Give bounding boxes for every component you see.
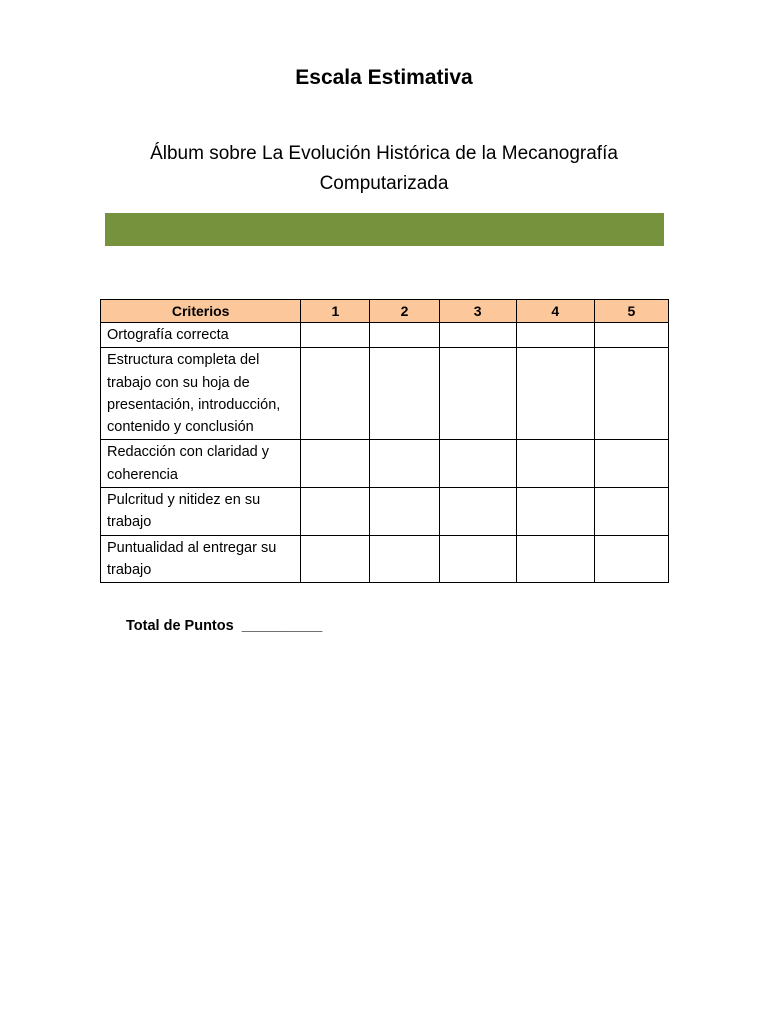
score-cell xyxy=(594,323,668,348)
score-cell xyxy=(370,488,439,536)
score-cell xyxy=(594,535,668,583)
total-points-line: Total de Puntos __________ xyxy=(126,618,323,634)
green-banner-bar xyxy=(105,213,664,246)
score-cell xyxy=(516,535,594,583)
document-subtitle xyxy=(84,139,684,199)
score-cell xyxy=(516,348,594,440)
score-cell xyxy=(301,323,370,348)
rubric-table xyxy=(100,299,669,583)
header-score-3: 3 xyxy=(439,300,516,323)
score-cell xyxy=(370,440,439,488)
score-cell xyxy=(516,488,594,536)
header-score-1: 1 xyxy=(301,300,370,323)
score-cell xyxy=(594,488,668,536)
score-cell xyxy=(370,323,439,348)
criterion-cell: Ortografía correcta xyxy=(101,323,301,348)
table-row xyxy=(101,348,669,440)
header-criterios: Criterios xyxy=(101,300,301,323)
page-title: Escala Estimativa xyxy=(295,66,473,89)
header-score-4: 4 xyxy=(516,300,594,323)
score-cell xyxy=(439,535,516,583)
score-cell xyxy=(516,440,594,488)
table-header-row xyxy=(101,300,669,323)
score-cell xyxy=(301,488,370,536)
table-row xyxy=(101,440,669,488)
table-row xyxy=(101,535,669,583)
subtitle-line-2: Computarizada xyxy=(319,173,449,194)
criterion-cell: Puntualidad al entregar su trabajo xyxy=(101,535,301,583)
score-cell xyxy=(594,440,668,488)
header-score-5: 5 xyxy=(594,300,668,323)
score-cell xyxy=(439,348,516,440)
header-score-2: 2 xyxy=(370,300,439,323)
score-cell xyxy=(301,440,370,488)
score-cell xyxy=(439,440,516,488)
score-cell xyxy=(370,348,439,440)
criterion-cell: Estructura completa del trabajo con su hoja de presentación, introducción, contenido y conclusión xyxy=(101,348,301,440)
score-cell xyxy=(516,323,594,348)
score-cell xyxy=(594,348,668,440)
score-cell xyxy=(439,323,516,348)
subtitle-line-1: Álbum sobre La Evolución Histórica de la Mecanografía xyxy=(150,143,618,164)
score-cell xyxy=(301,348,370,440)
criterion-cell: Redacción con claridad y coherencia xyxy=(101,440,301,488)
table-row xyxy=(101,323,669,348)
score-cell xyxy=(439,488,516,536)
score-cell xyxy=(370,535,439,583)
criterion-cell: Pulcritud y nitidez en su trabajo xyxy=(101,488,301,536)
table-row xyxy=(101,488,669,536)
score-cell xyxy=(301,535,370,583)
